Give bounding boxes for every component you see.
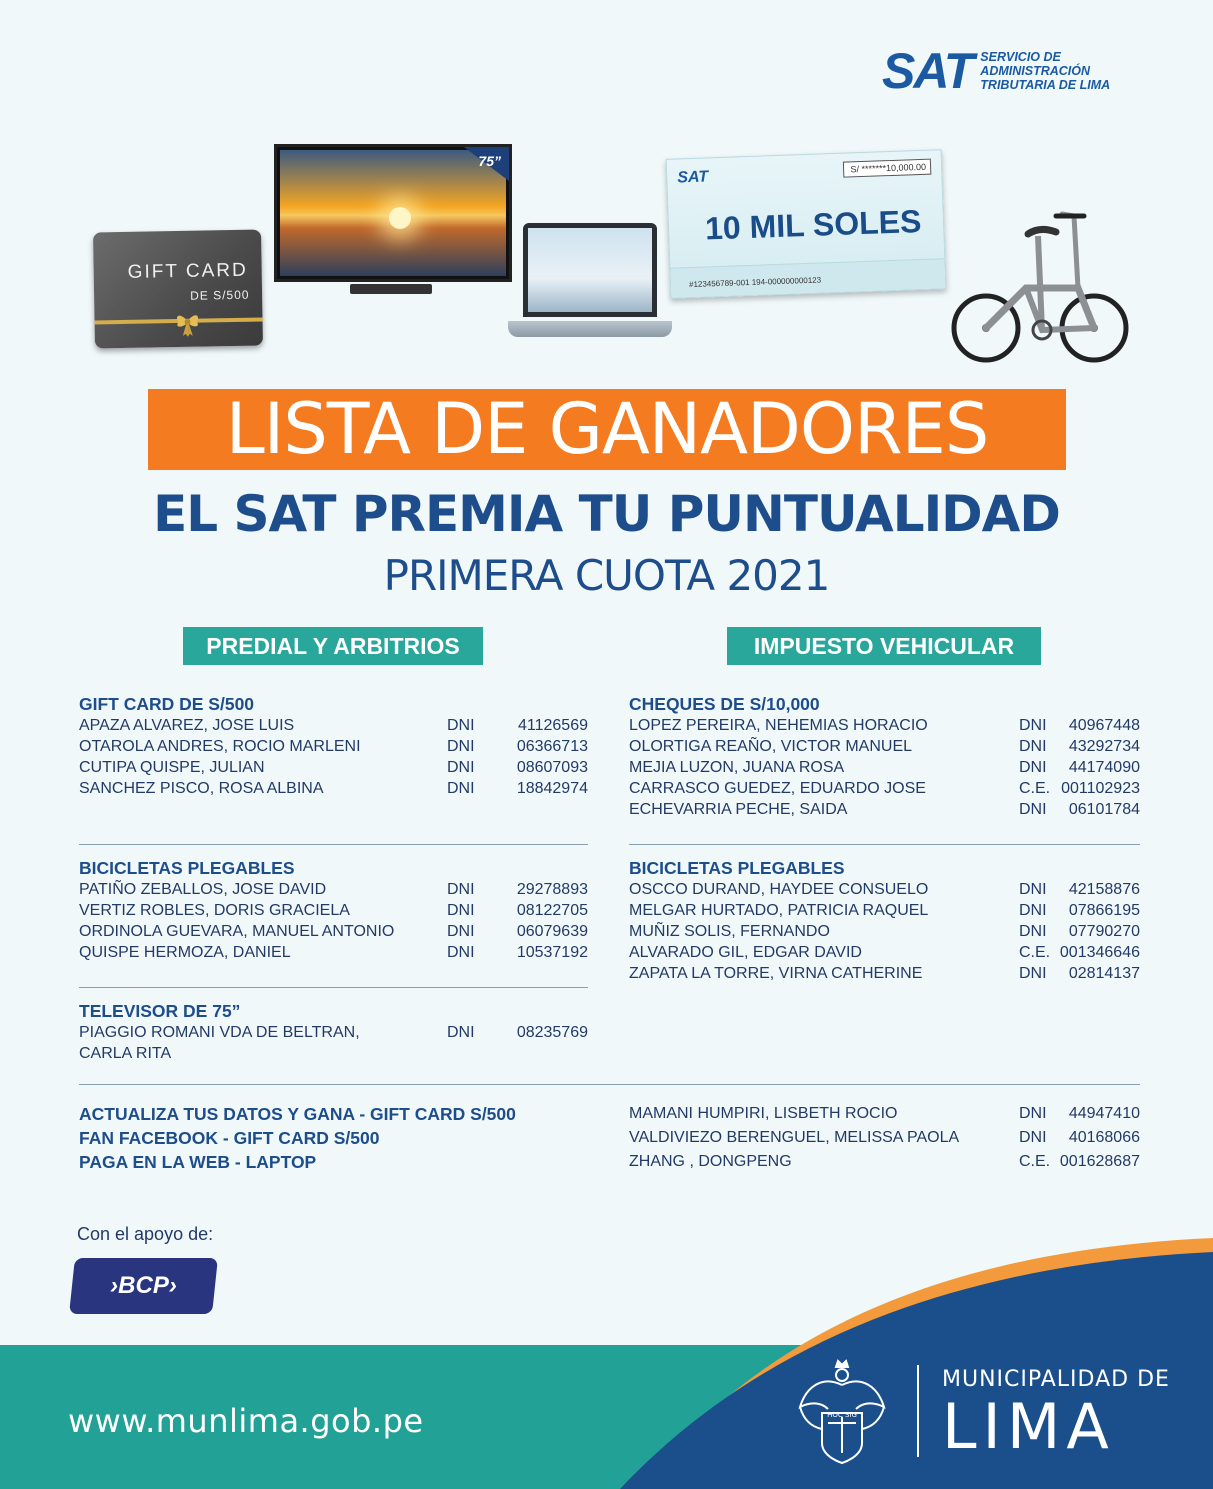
cheque-sat-logo: SAT — [677, 168, 709, 187]
cheque-amount: S/ *******10,000.00 — [843, 159, 932, 178]
tv-winners — [79, 1000, 588, 1064]
laptop-image — [523, 223, 657, 317]
gift-card-value: DE S/500 — [189, 287, 250, 303]
support-text: Con el apoyo de: — [77, 1224, 214, 1244]
list-item: MELGAR HURTADO, PATRICIA RAQUEL DNI 07866195 — [629, 902, 1140, 919]
list-item: MAMANI HUMPIRI, LISBETH ROCIO DNI 44947410 — [629, 1105, 1140, 1122]
page-title: LISTA DE GANADORES — [225, 388, 989, 470]
bonus-winners — [629, 1103, 1140, 1175]
cheque-winners — [629, 693, 1140, 820]
municipality-line1: MUNICIPALIDAD DE — [942, 1367, 1170, 1392]
divider — [79, 987, 588, 988]
list-item: CARRASCO GUEDEZ, EDUARDO JOSE C.E. 001102923 — [629, 780, 1140, 797]
cheque-main-text: 10 MIL SOLES — [704, 202, 922, 247]
bonus-label: ACTUALIZA TUS DATOS Y GANA - GIFT CARD S/500 — [79, 1104, 516, 1124]
list-item: APAZA ALVAREZ, JOSE LUIS DNI 41126569 — [79, 717, 588, 734]
gift-card-title: GIFT CARD — [127, 259, 248, 283]
list-item: OLORTIGA REAÑO, VICTOR MANUEL DNI 43292734 — [629, 738, 1140, 755]
tv-stand — [350, 284, 432, 294]
page-subtitle: EL SAT PREMIA TU PUNTUALIDAD — [153, 485, 1060, 543]
divider — [629, 844, 1140, 845]
group-title: TELEVISOR DE 75” — [79, 1001, 241, 1021]
laptop-base — [508, 321, 672, 337]
divider — [79, 1084, 1140, 1085]
list-item: QUISPE HERMOZA, DANIEL DNI 10537192 — [79, 944, 588, 961]
footer-separator — [917, 1365, 919, 1457]
municipality-line2: LIMA — [942, 1390, 1115, 1463]
municipality-logo — [942, 1367, 1170, 1462]
cheque-image — [666, 149, 947, 299]
sat-logo-text: SAT — [882, 43, 973, 99]
list-item: OTAROLA ANDRES, ROCIO MARLENI DNI 06366713 — [79, 738, 588, 755]
tv-size-badge: 75” — [478, 153, 501, 169]
list-item: ZHANG , DONGPENG C.E. 001628687 — [629, 1153, 1140, 1170]
list-item: OSCCO DURAND, HAYDEE CONSUELO DNI 42158876 — [629, 881, 1140, 898]
bcp-logo — [69, 1258, 218, 1314]
prizes-banner — [0, 130, 1213, 380]
list-item: PIAGGIO ROMANI VDA DE BELTRAN, DNI 08235769 — [79, 1024, 588, 1041]
list-item: MUÑIZ SOLIS, FERNANDO DNI 07790270 — [629, 923, 1140, 940]
sat-logo-subtitle: SERVICIO DE ADMINISTRACIÓN TRIBUTARIA DE LIMA — [980, 50, 1111, 92]
list-item: PATIÑO ZEBALLOS, JOSE DAVID DNI 29278893 — [79, 881, 588, 898]
section-predial-arbitrios: PREDIAL Y ARBITRIOS — [183, 627, 483, 665]
website-link[interactable]: www.munlima.gob.pe — [68, 1402, 424, 1440]
bonus-label: FAN FACEBOOK - GIFT CARD S/500 — [79, 1128, 380, 1148]
gift-card-winners — [79, 693, 588, 799]
list-item: ALVARADO GIL, EDGAR DAVID C.E. 001346646 — [629, 944, 1140, 961]
list-item: MEJIA LUZON, JUANA ROSA DNI 44174090 — [629, 759, 1140, 776]
list-item: VERTIZ ROBLES, DORIS GRACIELA DNI 08122705 — [79, 902, 588, 919]
list-item: ZAPATA LA TORRE, VIRNA CATHERINE DNI 02814137 — [629, 965, 1140, 982]
list-item: SANCHEZ PISCO, ROSA ALBINA DNI 18842974 — [79, 780, 588, 797]
group-title: GIFT CARD DE S/500 — [79, 694, 255, 714]
list-item: CARLA RITA — [79, 1045, 172, 1062]
list-item: ORDINOLA GUEVARA, MANUEL ANTONIO DNI 06079639 — [79, 923, 588, 940]
bow-icon — [172, 307, 203, 338]
gift-card-image — [93, 230, 263, 349]
list-item: CUTIPA QUISPE, JULIAN DNI 08607093 — [79, 759, 588, 776]
bicycle-winners-predial — [79, 857, 588, 963]
list-item: ECHEVARRIA PECHE, SAIDA DNI 06101784 — [629, 801, 1140, 818]
bcp-logo-text: ›BCP› — [110, 1272, 177, 1299]
group-title: BICICLETAS PLEGABLES — [629, 858, 845, 878]
group-title: CHEQUES DE S/10,000 — [629, 694, 820, 714]
list-item: LOPEZ PEREIRA, NEHEMIAS HORACIO DNI 40967448 — [629, 717, 1140, 734]
svg-text:HOC SIG: HOC SIG — [827, 1411, 857, 1419]
winners-list-banner — [148, 389, 1066, 470]
group-title: BICICLETAS PLEGABLES — [79, 858, 295, 878]
television-image — [274, 144, 512, 282]
bicycle-winners-vehicular — [629, 857, 1140, 984]
bonus-prizes — [79, 1102, 516, 1174]
lima-crest-icon — [792, 1357, 892, 1469]
list-item: VALDIVIEZO BERENGUEL, MELISSA PAOLA DNI 40168066 — [629, 1129, 1140, 1146]
bicycle-icon — [946, 206, 1132, 366]
cheque-number: #123456789-001 194-000000000123 — [688, 275, 822, 290]
bonus-label: PAGA EN LA WEB - LAPTOP — [79, 1152, 317, 1172]
section-impuesto-vehicular: IMPUESTO VEHICULAR — [727, 627, 1041, 665]
sat-logo — [882, 43, 1111, 99]
divider — [79, 844, 588, 845]
page-subtitle-2: PRIMERA CUOTA 2021 — [383, 551, 830, 600]
